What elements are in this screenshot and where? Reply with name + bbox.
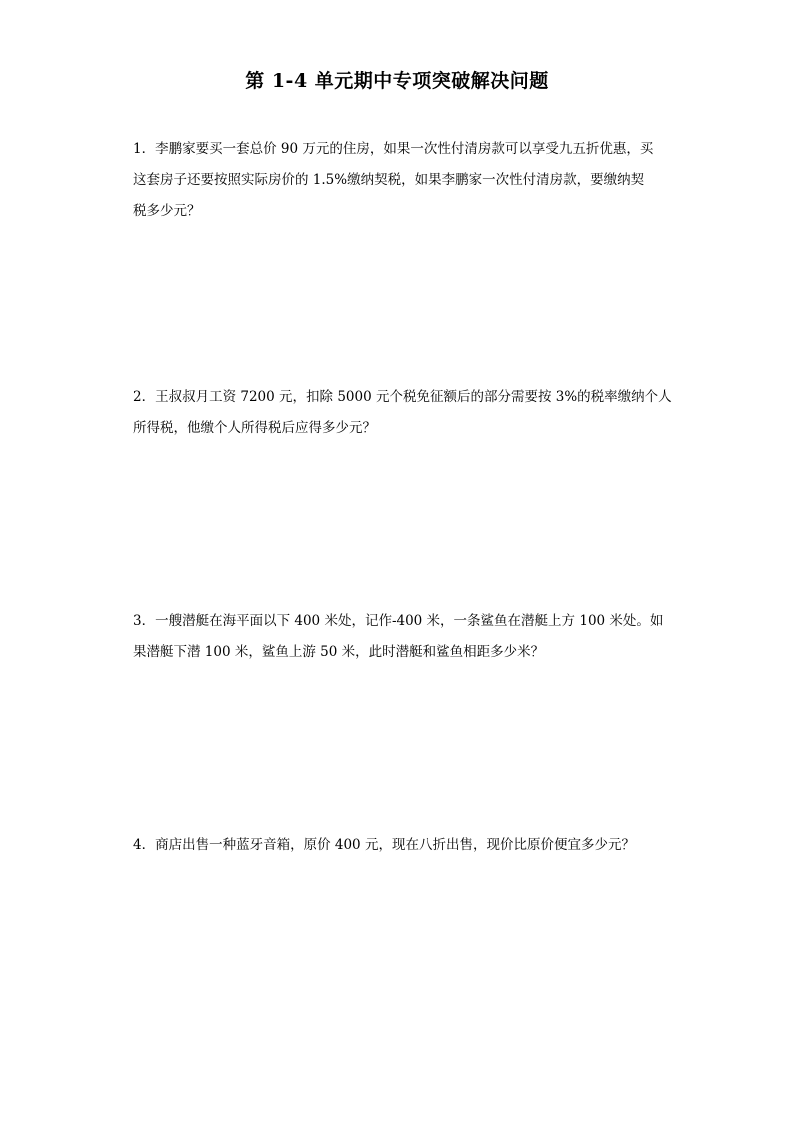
question-1	[133, 134, 663, 227]
page-title: 第 1-4 单元期中专项突破解决问题	[245, 70, 549, 92]
question-3-line-2: 果潜艇下潜 100 米，鲨鱼上游 50 米，此时潜艇和鲨鱼相距多少米？	[133, 644, 545, 660]
question-4	[133, 830, 663, 861]
question-3	[133, 606, 663, 668]
question-2	[133, 382, 672, 444]
question-1-line-3: 税多少元？	[133, 203, 201, 219]
question-1-line-2: 这套房子还要按照实际房价的 1.5%缴纳契税，如果李鹏家一次性付清房款，要缴纳契	[133, 172, 645, 188]
question-2-line-2: 所得税，他缴个人所得税后应得多少元？	[133, 420, 376, 436]
question-4-line-1: 4．商店出售一种蓝牙音箱，原价 400 元，现在八折出售，现价比原价便宜多少元？	[133, 837, 635, 853]
question-2-line-1: 2．王叔叔月工资 7200 元，扣除 5000 元个税免征额后的部分需要按 3%的税率缴纳个人	[133, 389, 672, 405]
question-1-line-1: 1．李鹏家要买一套总价 90 万元的住房，如果一次性付清房款可以享受九五折优惠，买	[133, 141, 654, 157]
question-3-line-1: 3．一艘潜艇在海平面以下 400 米处，记作-400 米，一条鲨鱼在潜艇上方 100 米处。如	[133, 613, 664, 629]
